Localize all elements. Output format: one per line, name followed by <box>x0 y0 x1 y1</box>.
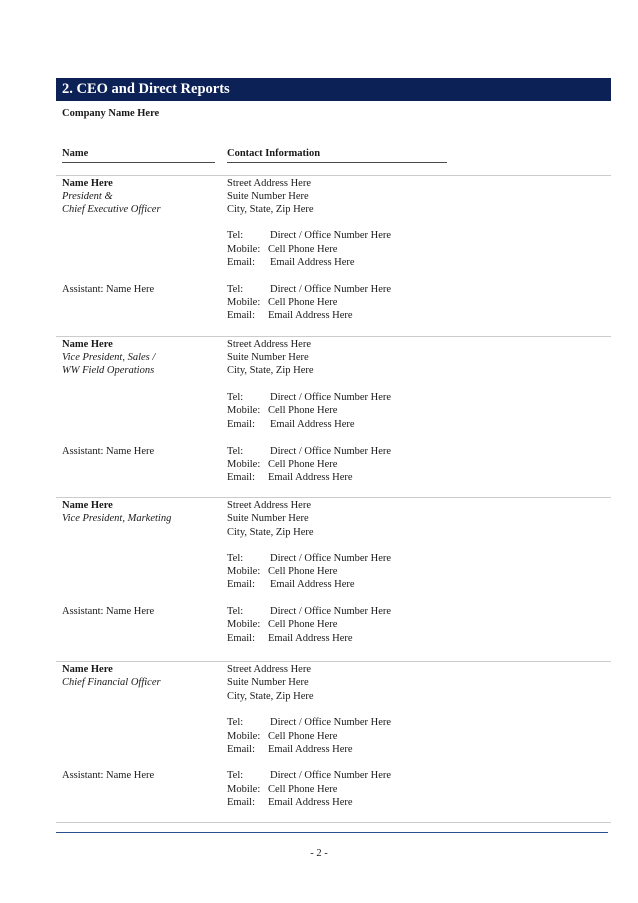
footer-rule <box>56 832 608 833</box>
person-title-line: Chief Financial Officer <box>62 677 161 688</box>
tel-value: Direct / Office Number Here <box>270 392 392 403</box>
assistant-mobile-value: Cell Phone Here <box>268 619 338 630</box>
person-name: Name Here <box>62 664 113 675</box>
assistant-mobile-label: Mobile: <box>227 619 261 630</box>
person-title-line: Vice President, Sales / <box>62 352 156 363</box>
tel-value: Direct / Office Number Here <box>270 230 392 241</box>
assistant-name: Assistant: Name Here <box>62 770 155 781</box>
tel-label: Tel: <box>227 230 244 241</box>
assistant-mobile-value: Cell Phone Here <box>268 784 338 795</box>
address-street: Street Address Here <box>227 339 311 350</box>
column-header-contact: Contact Information <box>227 148 321 159</box>
assistant-mobile-value: Cell Phone Here <box>268 297 338 308</box>
person-name: Name Here <box>62 178 113 189</box>
contact-entry-ceo <box>0 176 638 336</box>
contact-entry-cfo <box>0 662 638 822</box>
address-city: City, State, Zip Here <box>227 527 314 538</box>
assistant-email-label: Email: <box>227 633 255 644</box>
company-name: Company Name Here <box>62 108 160 119</box>
assistant-tel-label: Tel: <box>227 770 244 781</box>
mobile-value: Cell Phone Here <box>268 731 338 742</box>
row-separator <box>56 822 611 823</box>
assistant-name: Assistant: Name Here <box>62 446 155 457</box>
address-suite: Suite Number Here <box>227 191 309 202</box>
assistant-tel-label: Tel: <box>227 446 244 457</box>
person-title-line: WW Field Operations <box>62 365 155 376</box>
assistant-mobile-value: Cell Phone Here <box>268 459 338 470</box>
assistant-mobile-label: Mobile: <box>227 297 261 308</box>
assistant-email-value: Email Address Here <box>268 472 353 483</box>
tel-label: Tel: <box>227 392 244 403</box>
tel-value: Direct / Office Number Here <box>270 553 392 564</box>
address-street: Street Address Here <box>227 500 311 511</box>
tel-label: Tel: <box>227 553 244 564</box>
email-label: Email: <box>227 419 255 430</box>
address-suite: Suite Number Here <box>227 677 309 688</box>
email-label: Email: <box>227 744 255 755</box>
person-title-line: President & <box>62 191 113 202</box>
assistant-email-value: Email Address Here <box>268 310 353 321</box>
column-header-name: Name <box>62 148 89 159</box>
mobile-value: Cell Phone Here <box>268 405 338 416</box>
mobile-value: Cell Phone Here <box>268 244 338 255</box>
assistant-tel-value: Direct / Office Number Here <box>270 770 392 781</box>
address-suite: Suite Number Here <box>227 352 309 363</box>
address-city: City, State, Zip Here <box>227 204 314 215</box>
person-name: Name Here <box>62 500 113 511</box>
assistant-tel-label: Tel: <box>227 284 244 295</box>
address-city: City, State, Zip Here <box>227 365 314 376</box>
contact-entry-vp-marketing <box>0 498 638 658</box>
contact-header-underline <box>227 162 447 163</box>
person-title-line: Chief Executive Officer <box>62 204 161 215</box>
assistant-mobile-label: Mobile: <box>227 784 261 795</box>
address-street: Street Address Here <box>227 178 311 189</box>
address-street: Street Address Here <box>227 664 311 675</box>
person-name: Name Here <box>62 339 113 350</box>
email-value: Email Address Here <box>270 579 355 590</box>
mobile-label: Mobile: <box>227 566 261 577</box>
mobile-label: Mobile: <box>227 405 261 416</box>
mobile-label: Mobile: <box>227 244 261 255</box>
assistant-name: Assistant: Name Here <box>62 284 155 295</box>
address-suite: Suite Number Here <box>227 513 309 524</box>
email-label: Email: <box>227 579 255 590</box>
assistant-email-label: Email: <box>227 310 255 321</box>
assistant-mobile-label: Mobile: <box>227 459 261 470</box>
tel-label: Tel: <box>227 717 244 728</box>
assistant-tel-value: Direct / Office Number Here <box>270 284 392 295</box>
page-number: - 2 - <box>310 848 328 859</box>
contact-entry-vp-sales <box>0 337 638 497</box>
email-value: Email Address Here <box>270 257 355 268</box>
assistant-email-label: Email: <box>227 797 255 808</box>
address-city: City, State, Zip Here <box>227 691 314 702</box>
mobile-value: Cell Phone Here <box>268 566 338 577</box>
assistant-email-value: Email Address Here <box>268 633 353 644</box>
email-label: Email: <box>227 257 255 268</box>
person-title-line: Vice President, Marketing <box>62 513 172 524</box>
mobile-label: Mobile: <box>227 731 261 742</box>
assistant-email-label: Email: <box>227 472 255 483</box>
section-title: 2. CEO and Direct Reports <box>56 78 611 101</box>
assistant-email-value: Email Address Here <box>268 797 353 808</box>
email-value: Email Address Here <box>268 744 353 755</box>
assistant-name: Assistant: Name Here <box>62 606 155 617</box>
email-value: Email Address Here <box>270 419 355 430</box>
assistant-tel-value: Direct / Office Number Here <box>270 606 392 617</box>
tel-value: Direct / Office Number Here <box>270 717 392 728</box>
assistant-tel-value: Direct / Office Number Here <box>270 446 392 457</box>
assistant-tel-label: Tel: <box>227 606 244 617</box>
name-header-underline <box>62 162 215 163</box>
